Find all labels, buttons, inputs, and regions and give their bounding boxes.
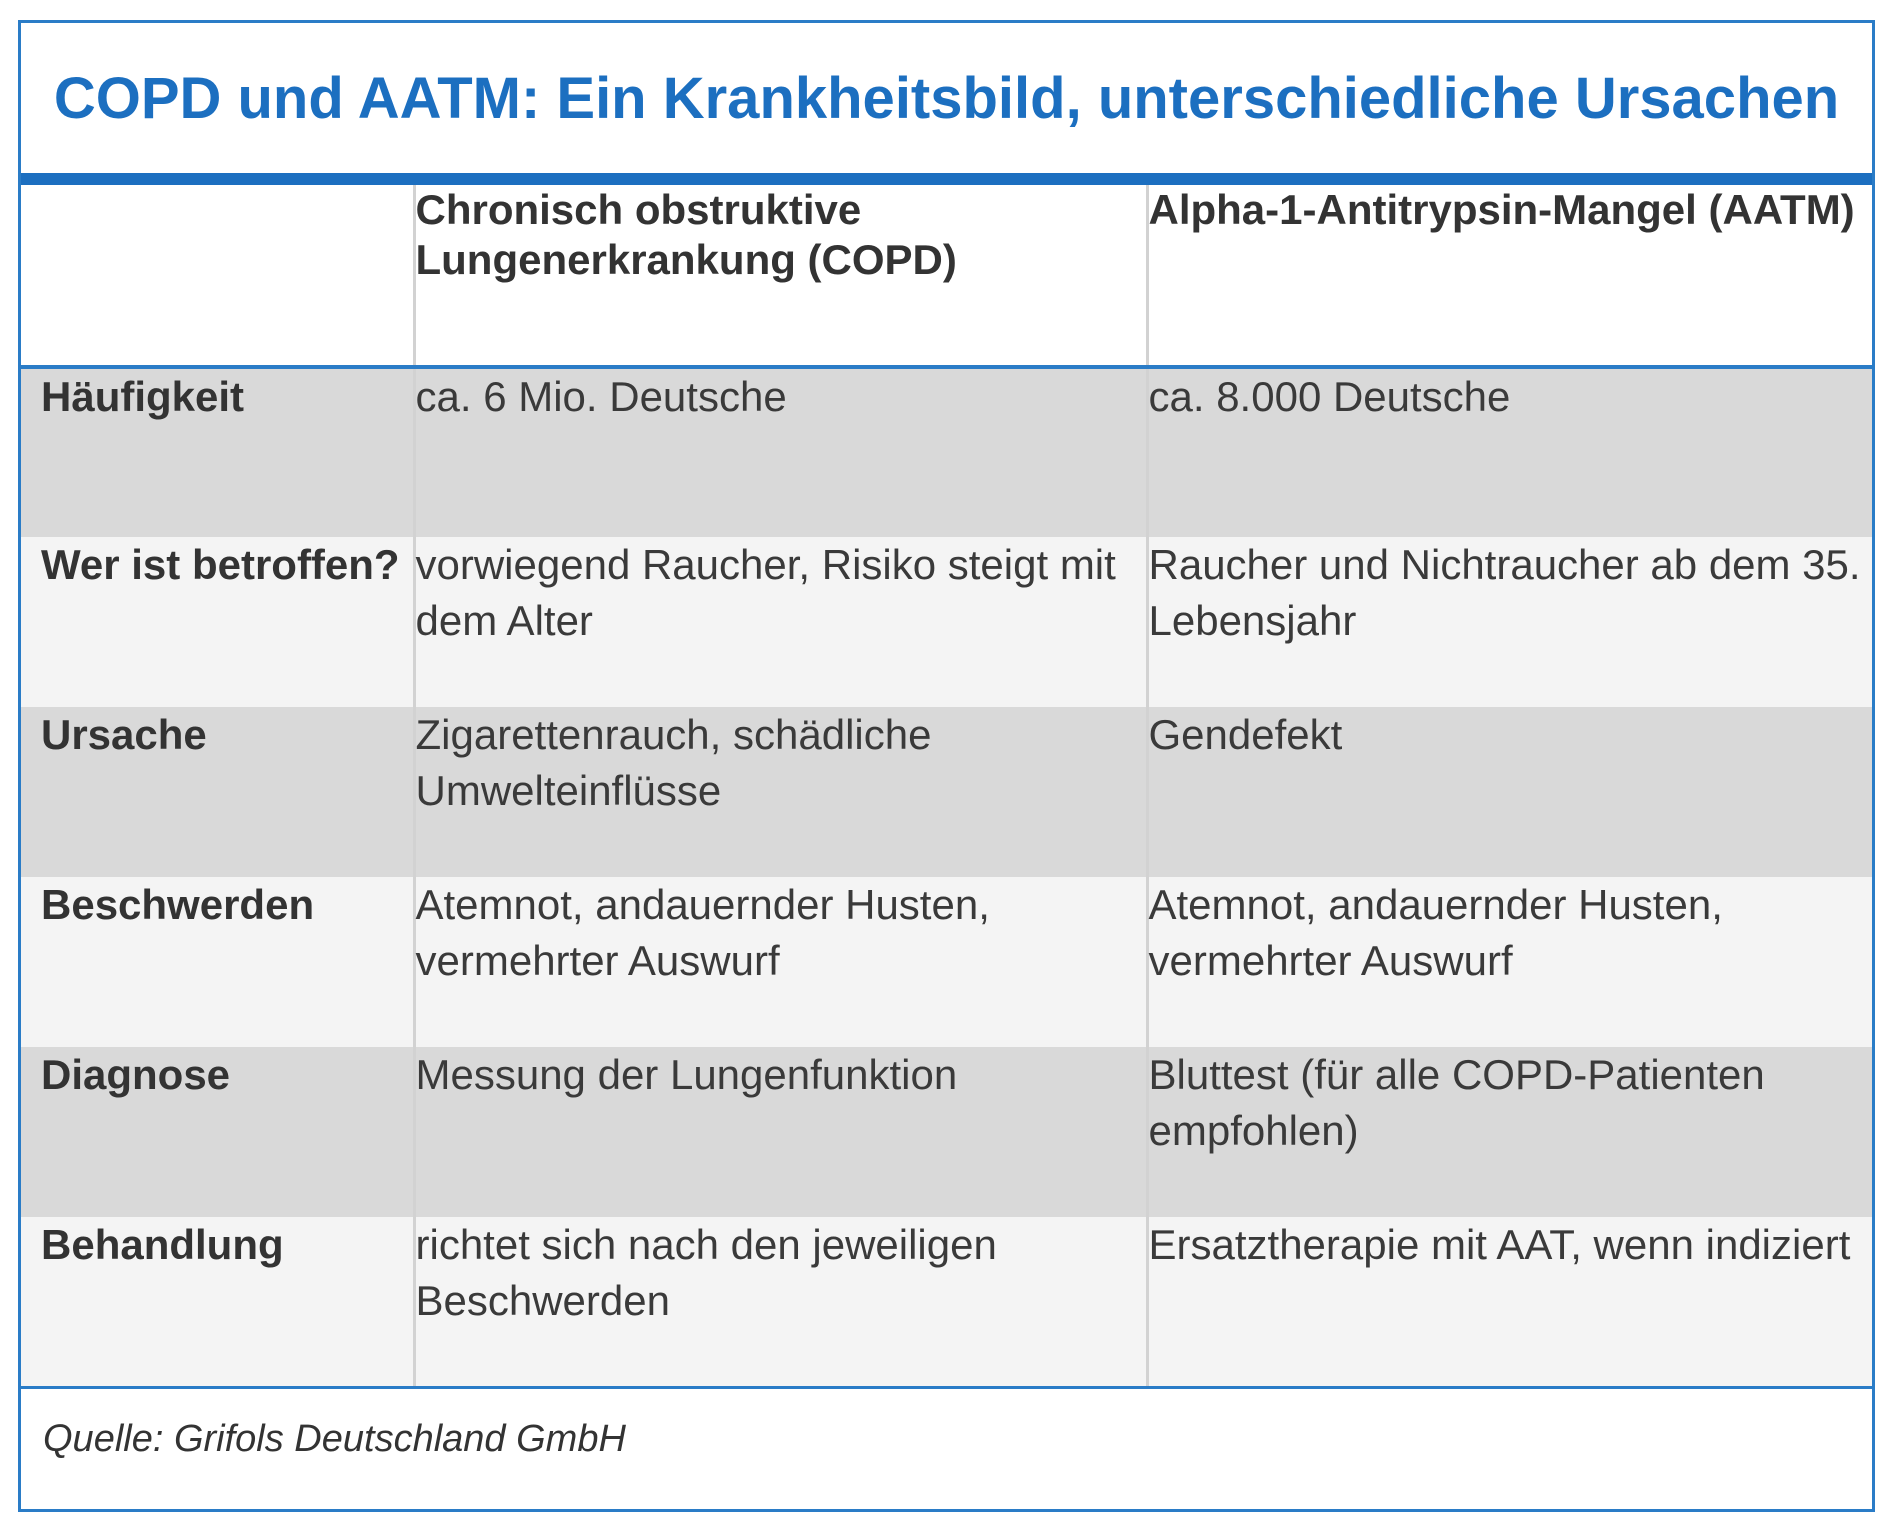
table-row-ursache <box>21 707 1872 877</box>
row-label: Diagnose <box>21 1047 414 1217</box>
cell-aatm: Ersatztherapie mit AAT, wenn indiziert <box>1147 1217 1872 1387</box>
cell-aatm: Bluttest (für alle COPD-Patienten empfohlen) <box>1147 1047 1872 1217</box>
cell-aatm: Raucher und Nichtraucher ab dem 35. Lebensjahr <box>1147 537 1872 707</box>
table-row-diagnose <box>21 1047 1872 1217</box>
table-row-behandlung <box>21 1217 1872 1387</box>
cell-copd: Atemnot, andauernder Husten, vermehrter Auswurf <box>414 877 1147 1047</box>
cell-copd: Messung der Lungenfunktion <box>414 1047 1147 1217</box>
column-header-aatm: Alpha-1-Antitrypsin-Mangel (AATM) <box>1147 185 1872 367</box>
cell-aatm: Gendefekt <box>1147 707 1872 877</box>
cell-copd: richtet sich nach den jeweiligen Beschwerden <box>414 1217 1147 1387</box>
table-row-beschwerden <box>21 877 1872 1047</box>
source-note: Quelle: Grifols Deutschland GmbH <box>43 1418 626 1460</box>
row-label: Beschwerden <box>21 877 414 1047</box>
row-label: Wer ist betroffen? <box>21 537 414 707</box>
column-header-empty <box>21 185 414 367</box>
column-header-copd: Chronisch obstruktive Lungenerkrankung (COPD) <box>414 185 1147 367</box>
row-label: Ursache <box>21 707 414 877</box>
cell-copd: ca. 6 Mio. Deutsche <box>414 367 1147 537</box>
comparison-table <box>21 185 1872 1389</box>
table-row-haeufigkeit <box>21 367 1872 537</box>
title-bar <box>21 23 1872 173</box>
title-divider <box>21 173 1872 185</box>
cell-copd: Zigarettenrauch, schädliche Umwelteinflüsse <box>414 707 1147 877</box>
table-row-betroffen <box>21 537 1872 707</box>
row-label: Häufigkeit <box>21 367 414 537</box>
cell-aatm: ca. 8.000 Deutsche <box>1147 367 1872 537</box>
cell-aatm: Atemnot, andauernder Husten, vermehrter Auswurf <box>1147 877 1872 1047</box>
page-title: COPD und AATM: Ein Krankheitsbild, unterschiedliche Ursachen <box>53 65 1840 131</box>
comparison-card <box>18 20 1875 1512</box>
row-label: Behandlung <box>21 1217 414 1387</box>
cell-copd: vorwiegend Raucher, Risiko steigt mit dem Alter <box>414 537 1147 707</box>
table-header-row <box>21 185 1872 367</box>
